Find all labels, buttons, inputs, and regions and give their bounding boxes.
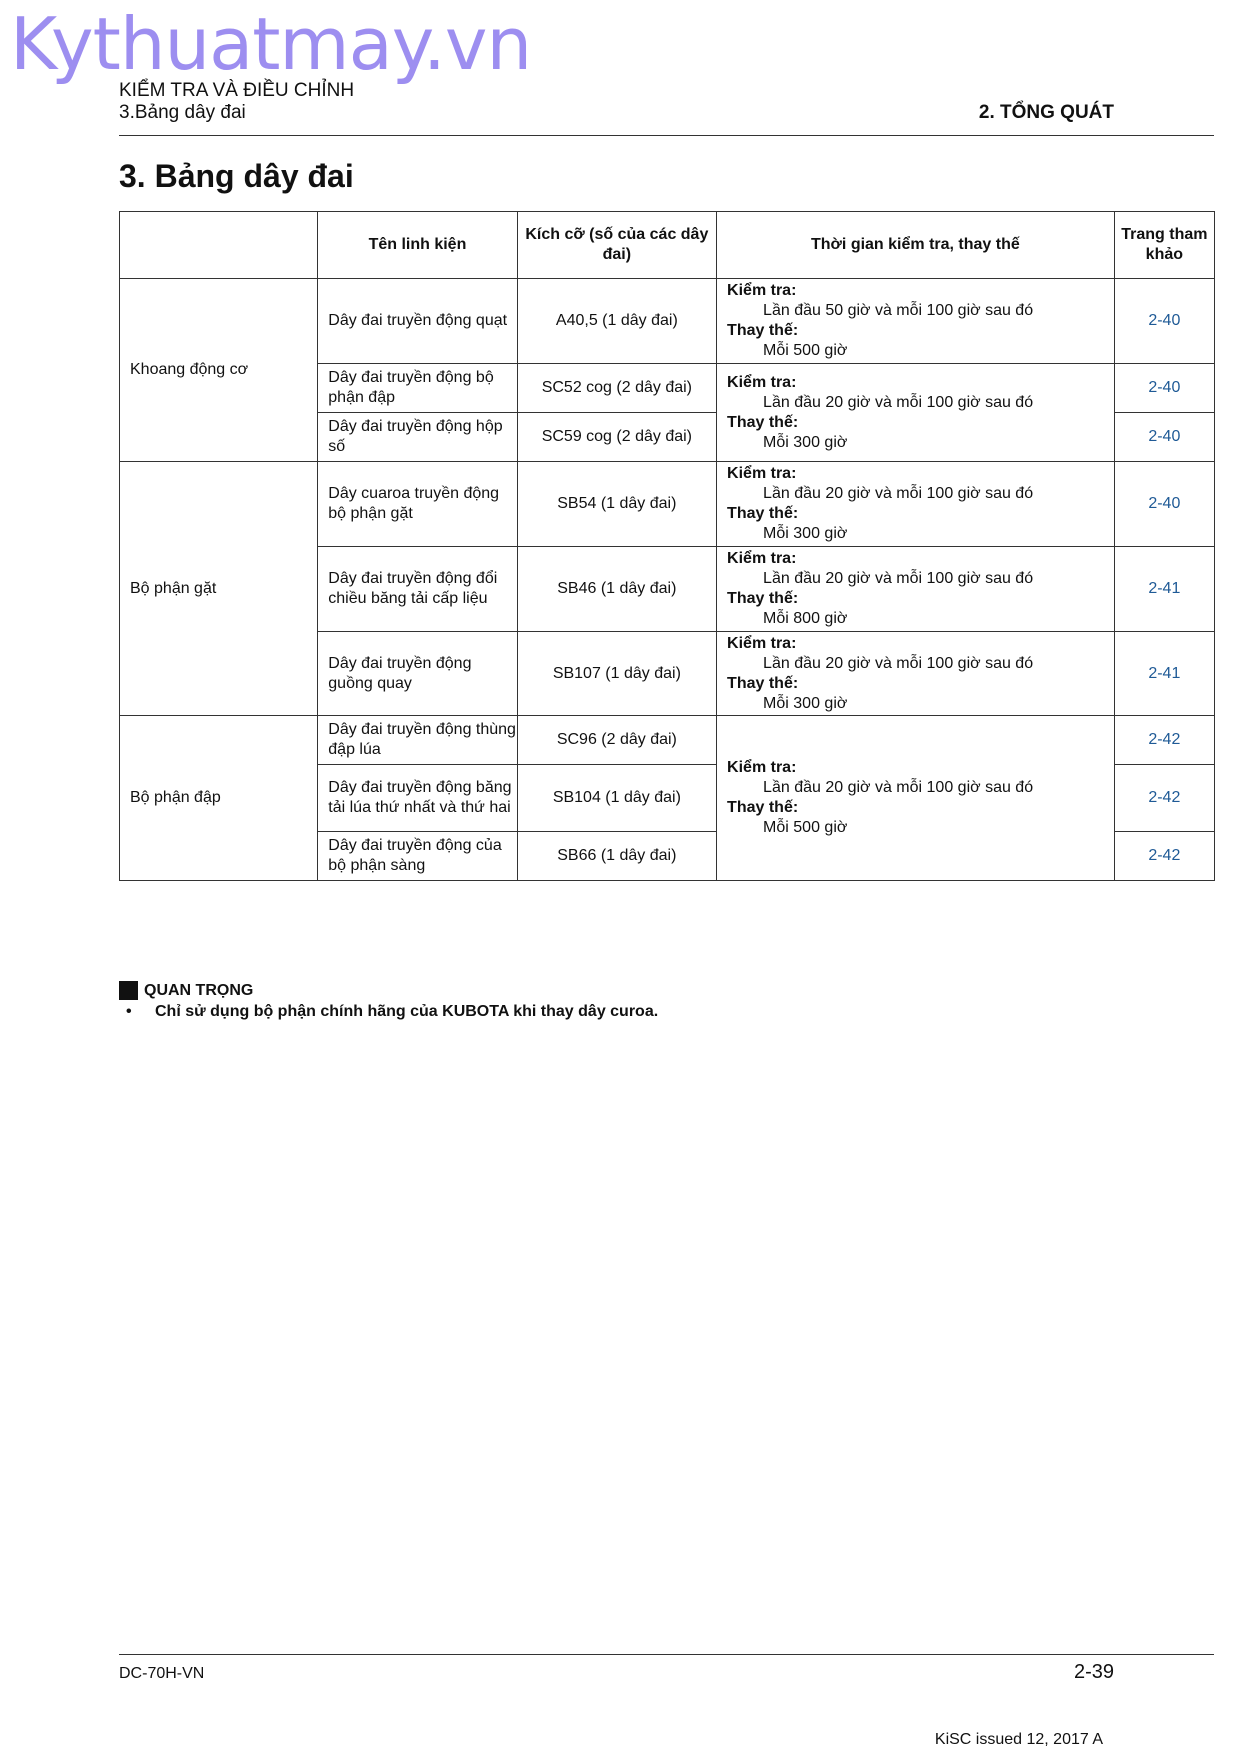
replace-interval: Mỗi 300 giờ [763, 525, 848, 542]
header-inspection-time: Thời gian kiểm tra, thay thế [717, 212, 1115, 279]
important-item [119, 1003, 658, 1021]
check-label: Kiểm tra: [727, 373, 797, 391]
reference-page-link[interactable]: 2-42 [1114, 716, 1214, 765]
table-row [120, 279, 1215, 364]
reference-page-link[interactable]: 2-40 [1114, 462, 1214, 547]
doc-code: DC-70H-VN [119, 1665, 205, 1682]
check-interval: Lần đầu 20 giờ và mỗi 100 giờ sau đó [763, 485, 1034, 502]
reference-page-link[interactable]: 2-40 [1114, 279, 1214, 364]
part-name: Dây đai truyền động hộp số [318, 413, 517, 462]
header-divider [119, 135, 1214, 136]
location-cell: Khoang động cơ [120, 279, 318, 462]
watermark-text: Kythuatmay.vn [10, 2, 532, 86]
header-part-name: Tên linh kiện [318, 212, 517, 279]
page-number: 2-39 [1073, 1661, 1114, 1683]
check-interval: Lần đầu 20 giờ và mỗi 100 giờ sau đó [763, 393, 1034, 411]
replace-label: Thay thế: [727, 505, 799, 522]
belt-size: SC52 cog (2 dây đai) [517, 364, 716, 413]
reference-page-link[interactable]: 2-41 [1114, 547, 1214, 632]
check-interval: Lần đầu 20 giờ và mỗi 100 giờ sau đó [763, 654, 1034, 672]
inspection-time [717, 547, 1115, 632]
belt-size: SC59 cog (2 dây đai) [517, 413, 716, 462]
table-row [120, 716, 1215, 765]
bullet-icon: • [126, 1003, 132, 1020]
header-subsection: 3.Bảng dây đai [119, 102, 246, 123]
part-name: Dây đai truyền động guồng quay [318, 632, 517, 716]
header-location [120, 212, 318, 279]
check-interval: Lần đầu 20 giờ và mỗi 100 giờ sau đó [763, 779, 1034, 796]
location-cell: Bộ phận đập [120, 716, 318, 881]
inspection-time [717, 364, 1115, 462]
important-heading [119, 981, 658, 1000]
part-name: Dây đai truyền động đổi chiều băng tải cấp liệu [318, 547, 517, 632]
check-interval: Lần đầu 20 giờ và mỗi 100 giờ sau đó [763, 570, 1034, 587]
part-name: Dây cuaroa truyền động bộ phận gặt [318, 462, 517, 547]
important-item-text: Chỉ sử dụng bộ phận chính hãng của KUBOTA khi thay dây curoa. [155, 1003, 659, 1020]
part-name: Dây đai truyền động thùng đập lúa [318, 716, 517, 765]
belt-size: SB54 (1 dây đai) [517, 462, 716, 547]
inspection-time [717, 279, 1115, 364]
replace-interval: Mỗi 500 giờ [763, 819, 848, 836]
reference-page-link[interactable]: 2-42 [1114, 765, 1214, 832]
belt-size: SB46 (1 dây đai) [517, 547, 716, 632]
belt-table [119, 211, 1215, 881]
part-name: Dây đai truyền động quạt [318, 279, 517, 364]
check-label: Kiểm tra: [727, 759, 797, 776]
replace-interval: Mỗi 800 giờ [763, 610, 848, 627]
replace-label: Thay thế: [727, 413, 799, 431]
replace-interval: Mỗi 300 giờ [763, 694, 848, 712]
replace-label: Thay thế: [727, 322, 799, 339]
inspection-time [717, 462, 1115, 547]
part-name: Dây đai truyền động băng tải lúa thứ nhất và thứ hai [318, 765, 517, 832]
table-row [120, 462, 1215, 547]
header-reference-page: Trang tham khảo [1114, 212, 1214, 279]
reference-page-link[interactable]: 2-42 [1114, 832, 1214, 881]
important-notice [119, 981, 658, 1021]
page-title: 3. Bảng dây đai [119, 158, 354, 194]
reference-page-link[interactable]: 2-40 [1114, 364, 1214, 413]
issue-info: KiSC issued 12, 2017 A [934, 1731, 1103, 1748]
replace-label: Thay thế: [727, 799, 799, 816]
important-heading-text: QUAN TRỌNG [144, 981, 254, 999]
reference-page-link[interactable]: 2-40 [1114, 413, 1214, 462]
inspection-time [717, 716, 1115, 881]
check-label: Kiểm tra: [727, 550, 797, 567]
part-name: Dây đai truyền động của bộ phận sàng [318, 832, 517, 881]
belt-size: A40,5 (1 dây đai) [517, 279, 716, 364]
belt-size: SB107 (1 dây đai) [517, 632, 716, 716]
belt-size: SB104 (1 dây đai) [517, 765, 716, 832]
belt-size: SC96 (2 dây đai) [517, 716, 716, 765]
replace-label: Thay thế: [727, 590, 799, 607]
check-label: Kiểm tra: [727, 282, 797, 299]
inspection-time [717, 632, 1115, 716]
check-interval: Lần đầu 50 giờ và mỗi 100 giờ sau đó [763, 302, 1034, 319]
footer-divider [119, 1654, 1214, 1655]
check-label: Kiểm tra: [727, 465, 797, 482]
black-square-icon [119, 981, 138, 1000]
replace-interval: Mỗi 300 giờ [763, 433, 848, 451]
table-header-row [120, 212, 1215, 279]
header-size: Kích cỡ (số của các dây đai) [517, 212, 716, 279]
location-cell: Bộ phận gặt [120, 462, 318, 716]
part-name: Dây đai truyền động bộ phận đập [318, 364, 517, 413]
replace-interval: Mỗi 500 giờ [763, 342, 848, 359]
reference-page-link[interactable]: 2-41 [1114, 632, 1214, 716]
belt-size: SB66 (1 dây đai) [517, 832, 716, 881]
header-section: KIỂM TRA VÀ ĐIỀU CHỈNH [119, 80, 355, 101]
running-header [119, 80, 354, 124]
check-label: Kiểm tra: [727, 634, 797, 652]
header-chapter: 2. TỔNG QUÁT [978, 102, 1114, 123]
replace-label: Thay thế: [727, 674, 799, 692]
